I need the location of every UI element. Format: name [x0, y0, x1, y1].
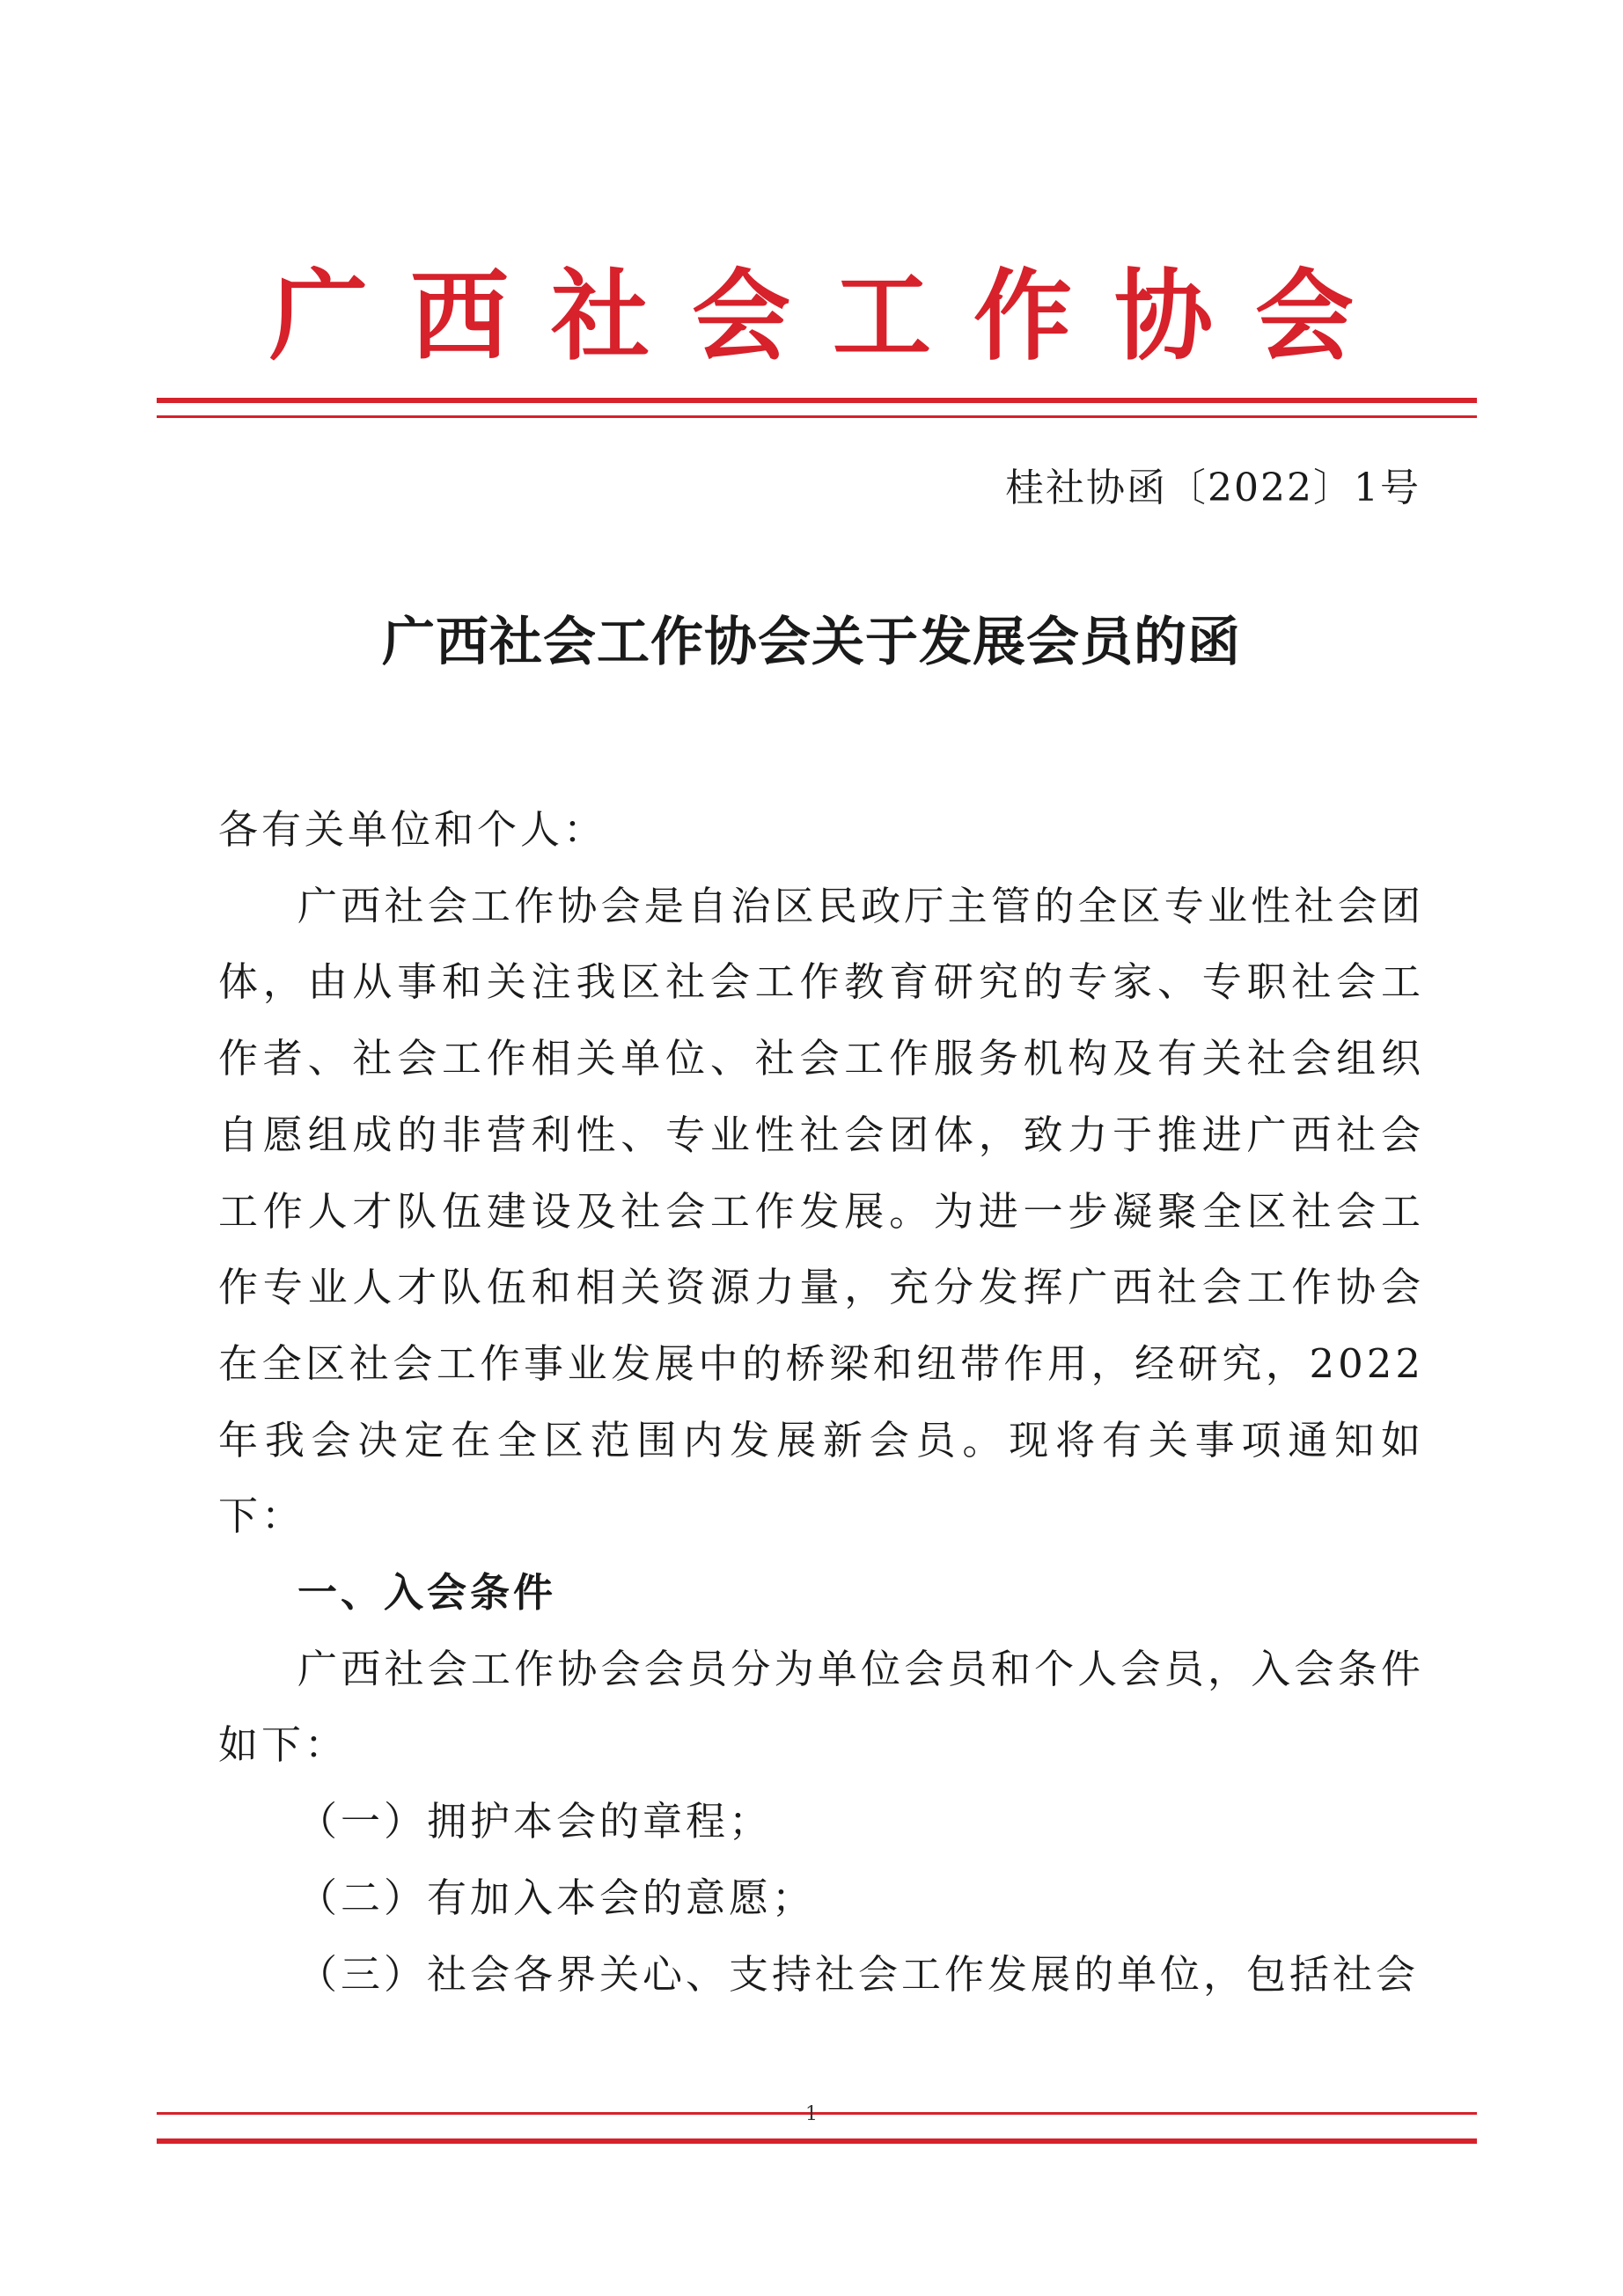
masthead-rule-thick: [157, 398, 1477, 403]
page-number: 1: [805, 2103, 818, 2125]
body-paragraph: 广西社会工作协会会员分为单位会员和个人会员，入会条件如下：: [218, 1645, 1424, 1769]
condition-item: （二）有加入本会的意愿；: [297, 1874, 816, 1921]
body-paragraph: 广西社会工作协会是自治区民政厅主管的全区专业性社会团体，由从事和关注我区社会工作教育研究的专家、专职社会工作者、社会工作相关单位、社会工作服务机构及有关社会组织自愿组成的非营利性、专业性社会团体，致力于推进广西社会工作人才队伍建设及社会工作发展。为进一步凝聚全区社会工作专业人才队伍和相关资源力量，充分发挥广西社会工作协会在全区社会工作事业发展中的桥梁和纽带作用，经研究，2022年我会决定在全区范围内发展新会员。现将有关事项通知如下：: [218, 882, 1424, 1540]
document-body: [218, 792, 1424, 2013]
masthead-rule-thin: [157, 415, 1477, 418]
section-heading: 一、入会条件: [297, 1569, 557, 1617]
footer-rule-thick: [157, 2138, 1477, 2144]
condition-item: （三）社会各界关心、支持社会工作发展的单位，包括社会: [297, 1950, 1420, 1998]
document-title: 广西社会工作协会关于发展会员的函: [382, 612, 1241, 673]
masthead-org-name: 广西社会工作协会: [269, 259, 1396, 374]
condition-item: （一）拥护本会的章程；: [297, 1798, 773, 1845]
salutation: 各有关单位和个人：: [218, 806, 607, 853]
document-number: 桂社协函〔2022〕1号: [1005, 466, 1421, 510]
